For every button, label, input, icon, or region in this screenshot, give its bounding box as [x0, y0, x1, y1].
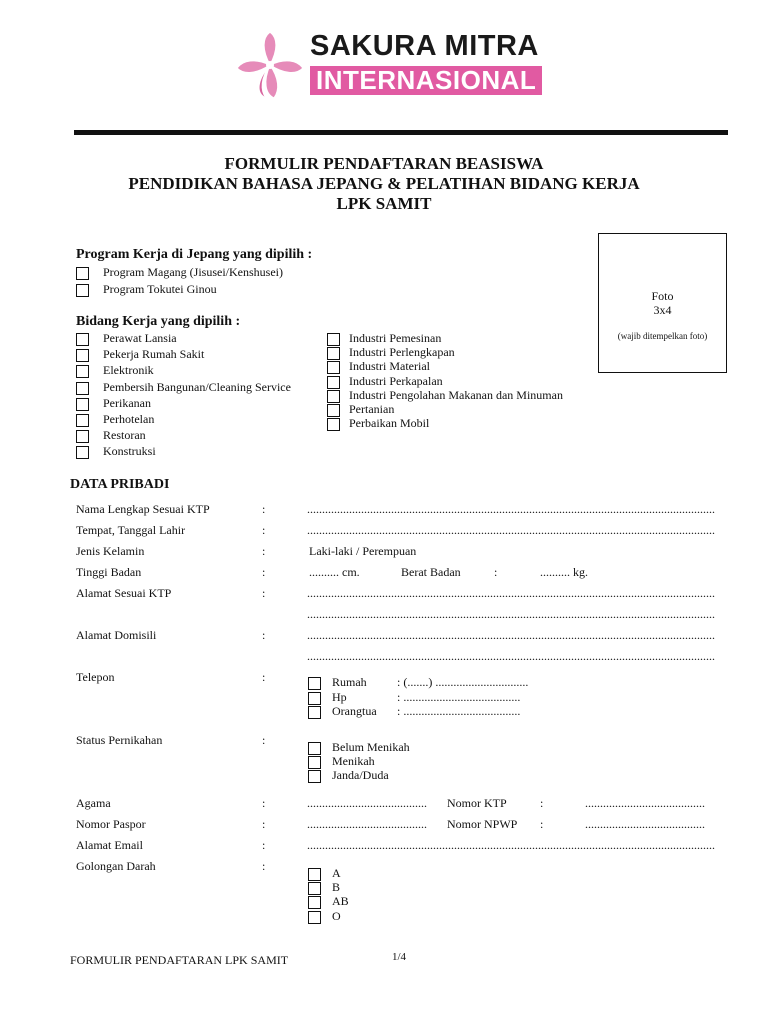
bidang-option-label: Industri Pemesinan	[349, 331, 442, 345]
field-darah-label: Golongan Darah	[76, 859, 156, 873]
bidang-option[interactable]	[76, 347, 205, 364]
checkbox[interactable]	[308, 692, 321, 705]
field-colon: :	[262, 859, 266, 873]
checkbox[interactable]	[76, 398, 89, 411]
field-nama-label: Nama Lengkap Sesuai KTP	[76, 502, 210, 516]
field-nama-input[interactable]: ........................................................................................................................................	[307, 502, 715, 516]
field-npwp-label: Nomor NPWP	[447, 817, 518, 831]
checkbox[interactable]	[327, 404, 340, 417]
checkbox[interactable]	[76, 430, 89, 443]
telepon-input[interactable]: : .......................................	[397, 689, 521, 704]
field-tinggi-label: Tinggi Badan	[76, 565, 142, 579]
field-colon: :	[262, 586, 266, 600]
checkbox[interactable]	[308, 677, 321, 690]
bidang-option-label: Perikanan	[103, 395, 151, 410]
field-colon: :	[262, 565, 266, 579]
bidang-option[interactable]	[76, 428, 146, 445]
bidang-option-label: Perbaikan Mobil	[349, 416, 430, 431]
bidang-option[interactable]	[76, 395, 151, 413]
photo-size: 3x4	[653, 303, 672, 317]
field-paspor-label: Nomor Paspor	[76, 817, 146, 831]
bidang-option-label: Pekerja Rumah Sakit	[103, 347, 205, 362]
checkbox[interactable]	[308, 896, 321, 909]
field-npwp-input[interactable]: ........................................	[585, 817, 705, 831]
header-divider	[74, 130, 728, 135]
program-option[interactable]	[76, 282, 217, 299]
checkbox[interactable]	[327, 361, 340, 374]
field-alamat-dom-label: Alamat Domisili	[76, 628, 157, 642]
field-email-label: Alamat Email	[76, 838, 143, 852]
field-jk-label: Jenis Kelamin	[76, 544, 145, 558]
form-title-line1: FORMULIR PENDAFTARAN BEASISWA	[224, 154, 544, 173]
checkbox[interactable]	[308, 706, 321, 719]
status-option-label: Janda/Duda	[332, 767, 389, 782]
field-jk-value[interactable]: Laki-laki / Perempuan	[309, 544, 417, 558]
field-colon: :	[262, 523, 266, 537]
telepon-option[interactable]	[308, 704, 377, 721]
telepon-input[interactable]: : .......................................	[397, 704, 521, 718]
form-title-line2: PENDIDIKAN BAHASA JEPANG & PELATIHAN BIDANG KERJA	[128, 174, 640, 193]
field-email-input[interactable]: ........................................................................................................................................	[307, 838, 715, 852]
bidang-option-label: Pertanian	[349, 402, 395, 416]
checkbox[interactable]	[327, 418, 340, 431]
field-ktp-label: Nomor KTP	[447, 796, 507, 810]
checkbox[interactable]	[76, 349, 89, 362]
bidang-option[interactable]	[76, 331, 177, 348]
status-option-label: Menikah	[332, 753, 375, 768]
field-colon: :	[540, 817, 544, 831]
field-colon: :	[540, 796, 544, 810]
bidang-option[interactable]	[76, 444, 156, 461]
bidang-heading: Bidang Kerja yang dipilih :	[76, 314, 241, 329]
field-colon: :	[262, 628, 266, 642]
field-colon: :	[262, 838, 266, 852]
footer-text: FORMULIR PENDAFTARAN LPK SAMIT	[70, 953, 289, 967]
field-status-label: Status Pernikahan	[76, 733, 163, 747]
telepon-option-label: Rumah	[332, 675, 367, 689]
logo-text-internasional: INTERNASIONAL	[310, 66, 542, 95]
field-colon: :	[262, 502, 266, 516]
field-colon: :	[494, 565, 498, 579]
checkbox[interactable]	[76, 446, 89, 459]
field-ktp-input[interactable]: ........................................	[585, 796, 705, 810]
checkbox[interactable]	[327, 333, 340, 346]
field-alamat-ktp-input-2[interactable]: ........................................................................................................................................	[307, 607, 715, 621]
field-colon: :	[262, 817, 266, 831]
checkbox[interactable]	[76, 333, 89, 346]
bidang-option-label: Industri Perlengkapan	[349, 345, 455, 360]
bidang-option-label: Elektronik	[103, 363, 154, 378]
checkbox[interactable]	[327, 390, 340, 403]
bidang-option-label: Perawat Lansia	[103, 331, 177, 345]
field-alamat-ktp-input[interactable]: ........................................................................................................................................	[307, 586, 715, 600]
photo-box	[598, 233, 727, 373]
logo	[232, 30, 572, 102]
bidang-option[interactable]	[327, 416, 430, 433]
field-colon: :	[262, 733, 266, 747]
checkbox[interactable]	[308, 868, 321, 881]
logo-text-sakura-mitra: SAKURA MITRA	[310, 30, 539, 62]
field-colon: :	[262, 544, 266, 558]
bidang-option[interactable]	[76, 412, 155, 429]
telepon-input[interactable]: : (.......) ...............................	[397, 675, 529, 689]
sakura-flower-icon	[232, 30, 308, 102]
bidang-option-label: Industri Pengolahan Makanan dan Minuman	[349, 387, 563, 402]
bidang-option[interactable]	[76, 379, 291, 397]
bidang-option-label: Restoran	[103, 428, 146, 443]
field-berat-label: Berat Badan	[401, 565, 461, 579]
status-option[interactable]	[308, 767, 389, 785]
field-agama-label: Agama	[76, 796, 111, 810]
field-colon: :	[262, 670, 266, 684]
program-heading: Program Kerja di Jepang yang dipilih :	[76, 247, 313, 262]
field-ttl-input[interactable]: ........................................................................................................................................	[307, 523, 715, 537]
form-title-line3: LPK SAMIT	[336, 194, 432, 213]
bidang-option-label: Industri Material	[349, 359, 430, 374]
checkbox[interactable]	[308, 770, 321, 783]
darah-option-label: O	[332, 908, 341, 923]
photo-label: Foto	[651, 289, 674, 303]
bidang-option-label: Konstruksi	[103, 444, 156, 459]
telepon-option-label: Hp	[332, 689, 347, 704]
checkbox[interactable]	[76, 284, 89, 297]
field-ttl-label: Tempat, Tanggal Lahir	[76, 523, 186, 537]
program-option[interactable]	[76, 265, 283, 282]
field-telepon-label: Telepon	[76, 670, 115, 684]
bidang-option-label: Perhotelan	[103, 412, 155, 426]
status-option-label: Belum Menikah	[332, 740, 410, 754]
darah-option-label: B	[332, 880, 341, 895]
checkbox[interactable]	[308, 882, 321, 895]
checkbox[interactable]	[327, 347, 340, 360]
checkbox[interactable]	[327, 376, 340, 389]
field-colon: :	[262, 796, 266, 810]
checkbox[interactable]	[76, 382, 89, 395]
darah-option-label: AB	[332, 894, 349, 909]
checkbox[interactable]	[76, 365, 89, 378]
bidang-option-label: Pembersih Bangunan/Cleaning Service	[103, 379, 291, 394]
field-alamat-ktp-label: Alamat Sesuai KTP	[76, 586, 172, 600]
darah-option-label: A	[332, 866, 341, 880]
checkbox[interactable]	[76, 267, 89, 280]
field-agama-input[interactable]: ........................................	[307, 796, 427, 810]
field-alamat-dom-input[interactable]: ........................................................................................................................................	[307, 628, 715, 642]
telepon-option-label: Orangtua	[332, 704, 377, 718]
checkbox[interactable]	[76, 414, 89, 427]
bidang-option-label: Industri Perkapalan	[349, 373, 443, 388]
program-option-label: Program Tokutei Ginou	[103, 282, 217, 296]
field-tinggi-input[interactable]: .......... cm.	[309, 565, 360, 579]
field-alamat-dom-input-2[interactable]: ........................................................................................................................................	[307, 649, 715, 663]
checkbox[interactable]	[308, 911, 321, 924]
bidang-option[interactable]	[76, 363, 154, 380]
darah-option[interactable]	[308, 908, 341, 926]
photo-note: (wajib ditempelkan foto)	[617, 331, 708, 341]
field-berat-input[interactable]: .......... kg.	[540, 565, 588, 579]
data-pribadi-heading: DATA PRIBADI	[70, 477, 170, 492]
page-number: 1/4	[392, 951, 407, 963]
program-option-label: Program Magang (Jisusei/Kenshusei)	[103, 265, 283, 279]
field-paspor-input[interactable]: ........................................	[307, 817, 427, 831]
